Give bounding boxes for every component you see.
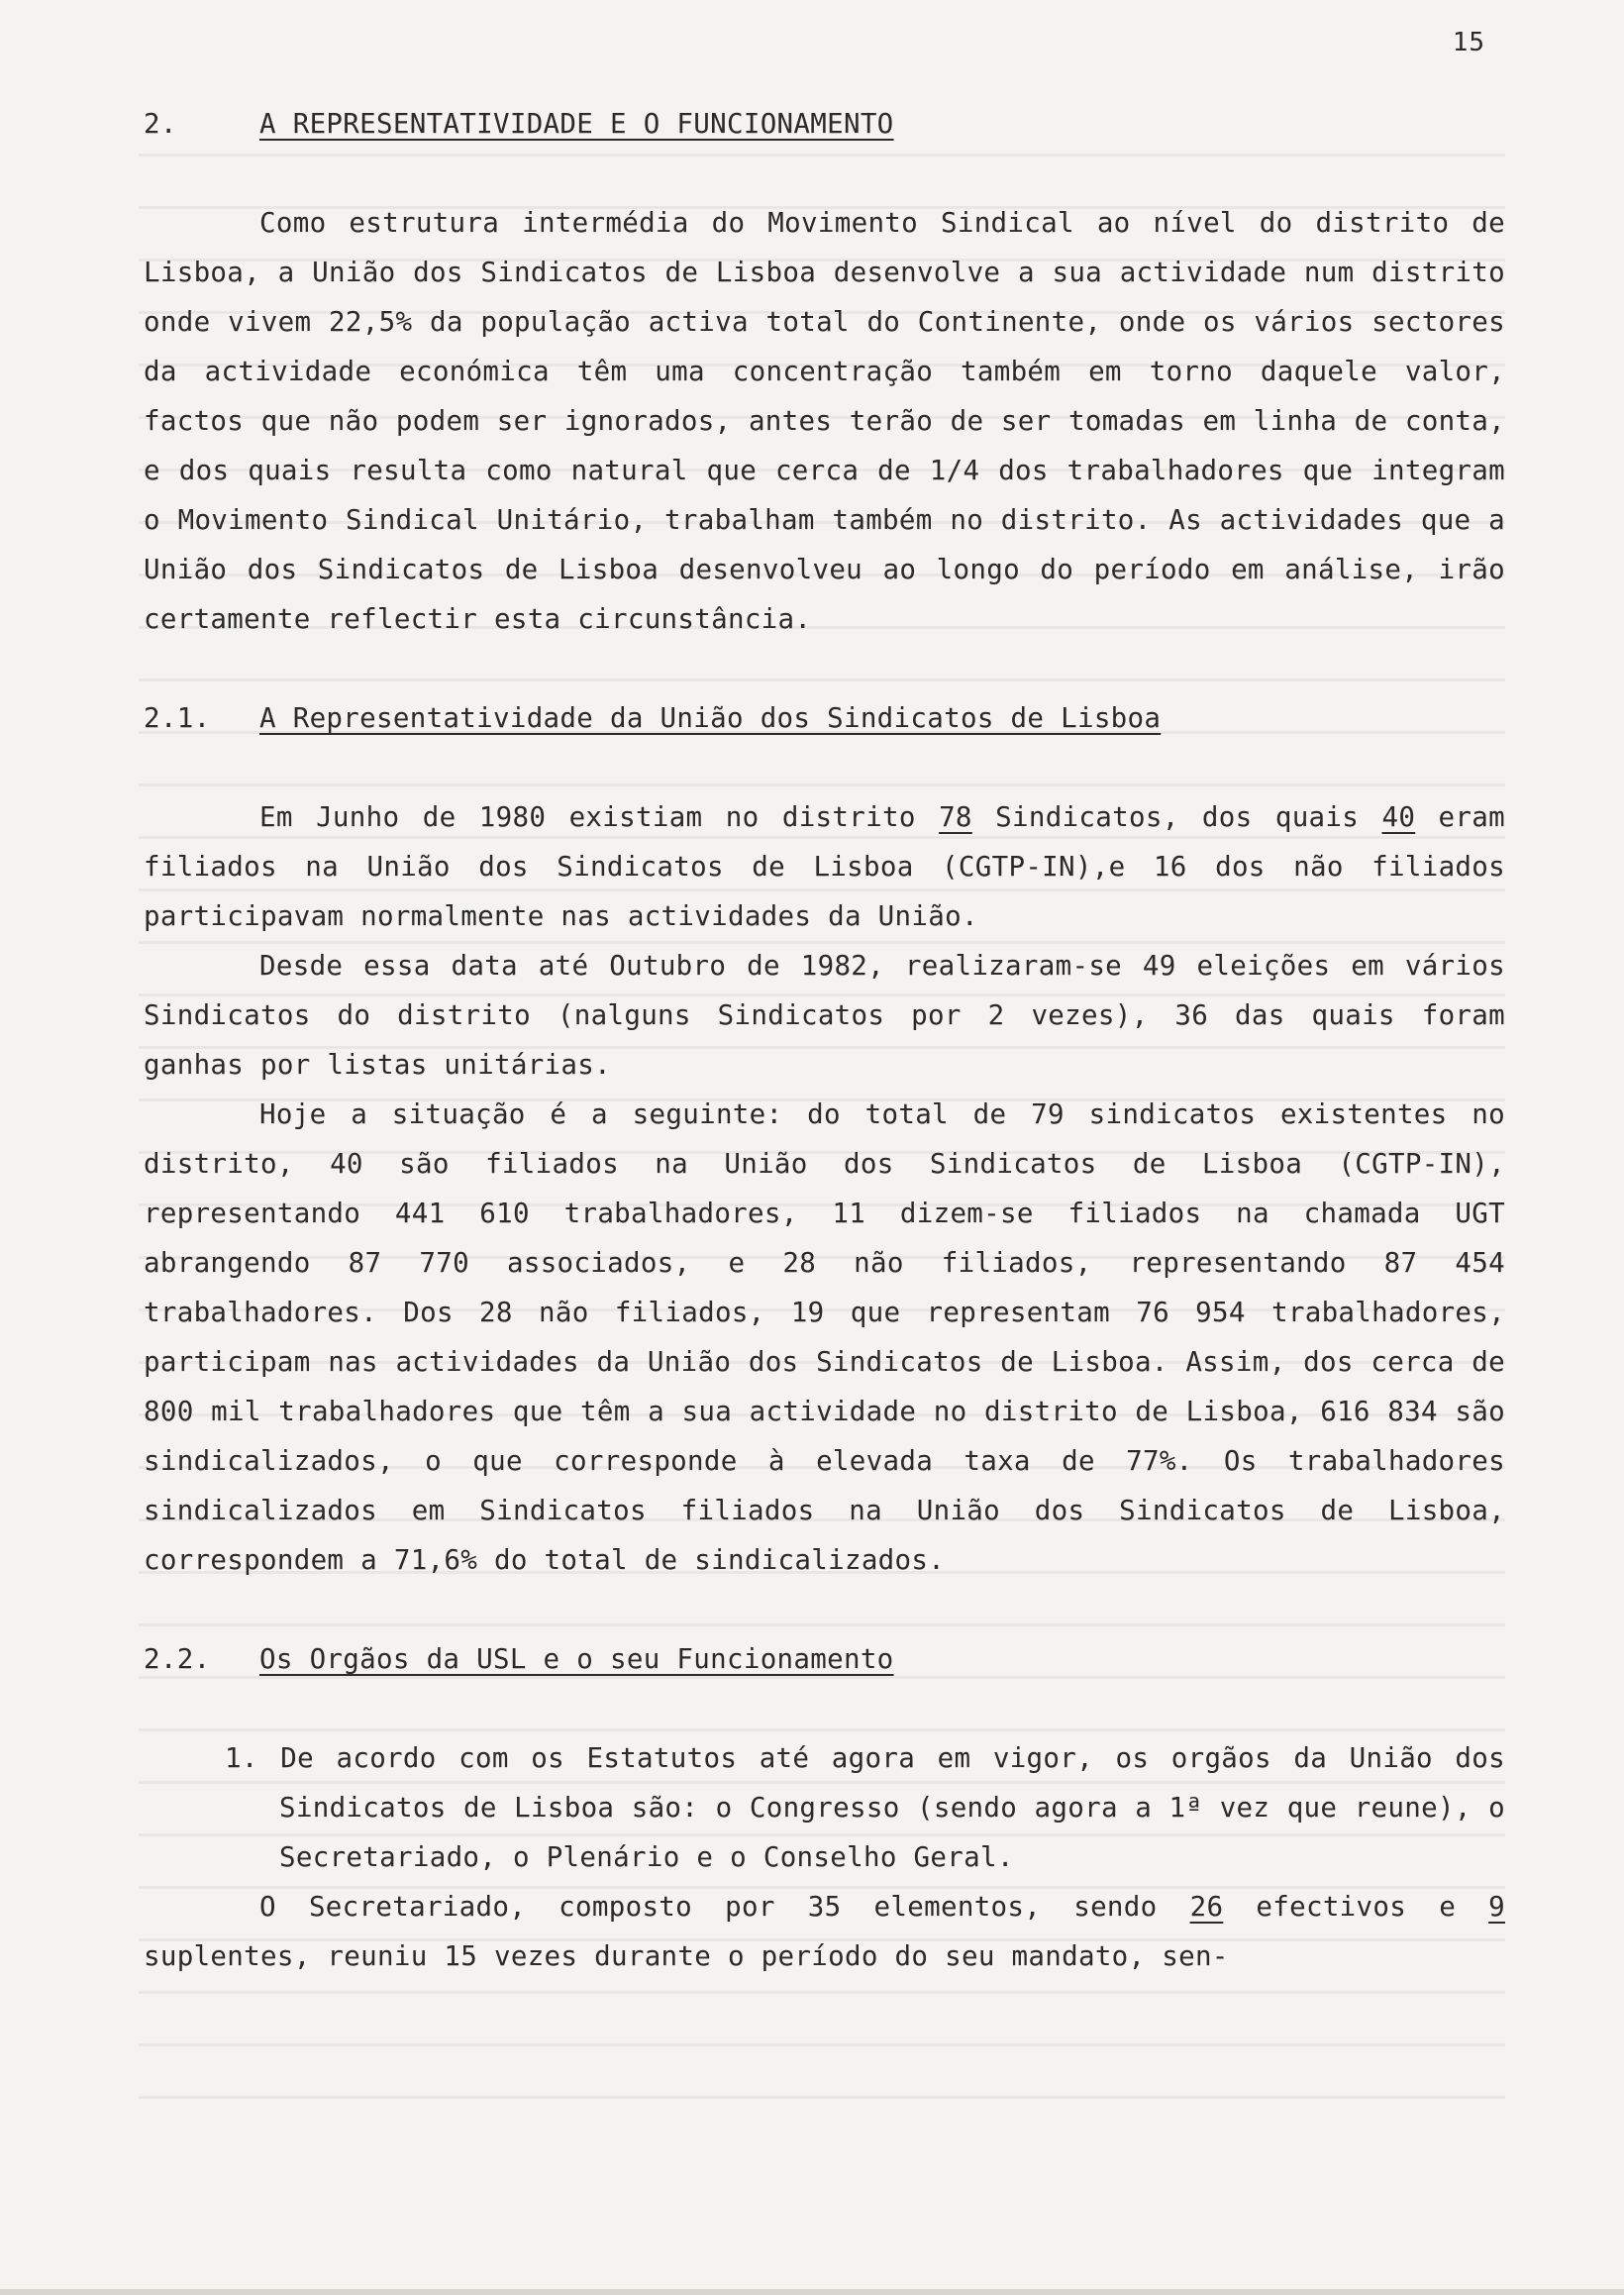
section-2-paragraph: Como estrutura intermédia do Movimento Sindical ao nível do distrito de Lisboa, a União dos Sindicatos de Lisboa desenvolve a sua actividade num distrito onde vivem 22,5% da população activa total do Continente, onde os vários sectores da actividade económica têm uma concentração também em torno daquele valor, factos que não podem ser ignorados, antes terão de ser tomadas em linha de conta, e dos quais resulta como natural que cerca de 1/4 dos trabalhadores que integram o Movimento Sindical Unitário, trabalham também no distrito. As actividades que a União dos Sindicatos de Lisboa desenvolveu ao longo do período em análise, irão certamente reflectir esta circunstância. <box>144 207 1505 635</box>
page-bottom-edge <box>0 2289 1624 2295</box>
section-2-2-paragraph-2 <box>144 1882 1505 1981</box>
section-2-1-paragraph-1 <box>144 792 1505 941</box>
underlined-number: 40 <box>1381 801 1416 833</box>
underlined-number: 9 <box>1488 1891 1505 1923</box>
list-item-number: 1. <box>225 1742 258 1774</box>
section-heading-2 <box>144 99 1505 149</box>
section-2-2-item-1 <box>144 1733 1505 1882</box>
underlined-number: 26 <box>1189 1891 1224 1923</box>
text-run: Em Junho de 1980 existiam no distrito <box>259 801 940 833</box>
underlined-number: 78 <box>939 801 972 833</box>
text-run: suplentes, reuniu 15 vezes durante o período do seu mandato, sen- <box>144 1940 1229 1972</box>
section-heading-2-1 <box>144 693 1505 743</box>
section-2-1-paragraph-3: Hoje a situação é a seguinte: do total de 79 sindicatos existentes no distrito, 40 são filiados na União dos Sindicatos de Lisboa (CGTP-IN), representando 441 610 trabalhadores, 11 dizem-se filiados na chamada UGT abrangendo 87 770 associados, e 28 não filiados, representando 87 454 trabalhadores. Dos 28 não filiados, 19 que representam 76 954 trabalhadores, participam nas actividades da União dos Sindicatos de Lisboa. Assim, dos cerca de 800 mil trabalhadores que têm a sua actividade no distrito de Lisboa, 616 834 são sindicalizados, o que corresponde à elevada taxa de 77%. Os trabalhadores sindicalizados em Sindicatos filiados na União dos Sindicatos de Lisboa, correspondem a 71,6% do total de sindicalizados. <box>144 1098 1505 1576</box>
section-number: 2. <box>144 108 177 140</box>
text-run: eram filiados na União dos Sindicatos de Lisboa (CGTP-IN),e 16 dos não filiados participavam normalmente nas actividades da União. <box>144 801 1505 932</box>
page-body <box>144 99 1505 1981</box>
text-run: O Secretariado, composto por 35 elementos, sendo <box>259 1891 1190 1923</box>
page-number: 15 <box>1452 28 1485 57</box>
section-title: Os Orgãos da USL e o seu Funcionamento <box>259 1643 894 1675</box>
section-heading-2-2 <box>144 1634 1505 1684</box>
text-run: Sindicatos, dos quais <box>971 801 1382 833</box>
list-item-text: De acordo com os Estatutos até agora em vigor, os orgãos da União dos Sindicatos de Lisboa são: o Congresso (sendo agora a 1ª vez que reune), o Secretariado, o Plenário e o Conselho Geral. <box>279 1742 1506 1873</box>
section-number: 2.2. <box>144 1643 211 1675</box>
section-title: A REPRESENTATIVIDADE E O FUNCIONAMENTO <box>259 108 894 140</box>
text-run: efectivos e <box>1223 1891 1489 1923</box>
section-title: A Representatividade da União dos Sindicatos de Lisboa <box>259 702 1162 734</box>
section-2-1-paragraph-2: Desde essa data até Outubro de 1982, realizaram-se 49 eleições em vários Sindicatos do distrito (nalguns Sindicatos por 2 vezes), 36 das quais foram ganhas por listas unitárias. <box>144 950 1505 1081</box>
section-number: 2.1. <box>144 702 211 734</box>
